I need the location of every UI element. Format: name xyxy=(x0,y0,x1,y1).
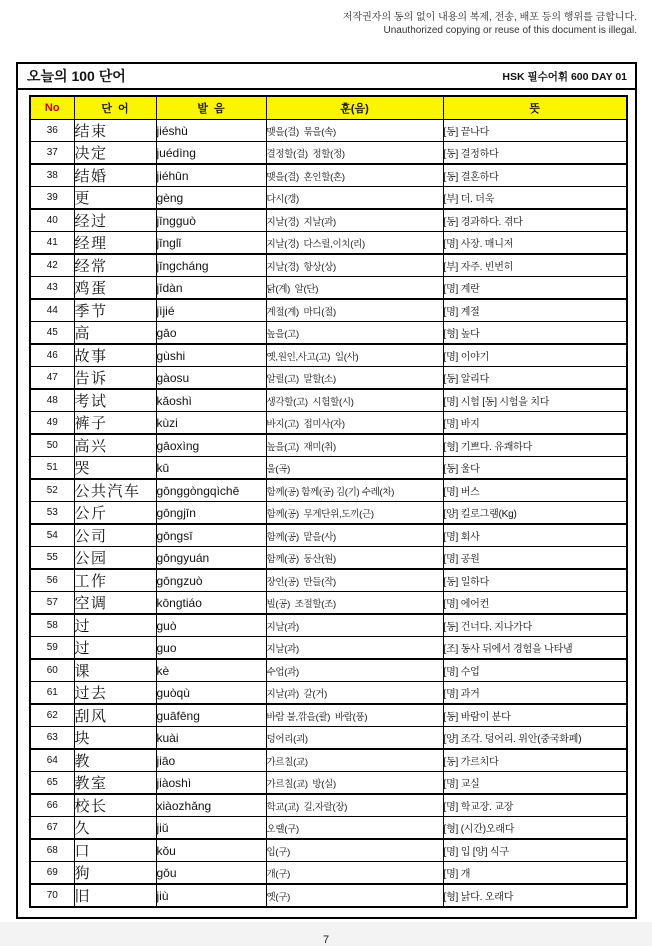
table-row xyxy=(30,547,627,570)
table-row xyxy=(30,862,627,885)
pinyin-cell: jiéshù xyxy=(156,120,266,142)
meaning-cell: [명] 입 [양] 식구 xyxy=(443,839,627,862)
hun-cell: 수업(과) xyxy=(266,659,443,682)
hun-cell: 가르칠(교) 방(실) xyxy=(266,772,443,795)
pinyin-cell: juédìng xyxy=(156,142,266,165)
word-cell: 口 xyxy=(74,839,156,862)
word-cell: 结束 xyxy=(74,120,156,142)
table-row xyxy=(30,502,627,525)
hun-cell: 함께(공) 무게단위,도끼(근) xyxy=(266,502,443,525)
no-cell: 55 xyxy=(30,547,74,570)
table-row xyxy=(30,479,627,502)
word-cell: 工作 xyxy=(74,569,156,592)
vocabulary-table xyxy=(29,95,628,908)
table-row xyxy=(30,434,627,457)
hun-cell: 지날(과) xyxy=(266,637,443,660)
word-cell: 故事 xyxy=(74,344,156,367)
copyright-korean: 저작권자의 동의 없이 내용의 복제, 전송, 배포 등의 행위를 금합니다. xyxy=(342,12,637,23)
pinyin-cell: gǒu xyxy=(156,862,266,885)
hun-cell: 함께(공) 맡을(사) xyxy=(266,524,443,547)
table-row xyxy=(30,187,627,210)
no-cell: 49 xyxy=(30,412,74,435)
hun-cell: 입(구) xyxy=(266,839,443,862)
word-cell: 经过 xyxy=(74,209,156,232)
table-body xyxy=(30,120,627,908)
word-cell: 空调 xyxy=(74,592,156,615)
pinyin-cell: kè xyxy=(156,659,266,682)
meaning-cell: [명] 교실 xyxy=(443,772,627,795)
meaning-cell: [조] 동사 뒤에서 경험을 나타냄 xyxy=(443,637,627,660)
pinyin-cell: gāoxìng xyxy=(156,434,266,457)
word-cell: 公斤 xyxy=(74,502,156,525)
table-row xyxy=(30,749,627,772)
meaning-cell: [동] 가르치다 xyxy=(443,749,627,772)
hun-cell: 옛,원인,사고(고) 일(사) xyxy=(266,344,443,367)
word-cell: 公司 xyxy=(74,524,156,547)
word-cell: 公园 xyxy=(74,547,156,570)
no-cell: 53 xyxy=(30,502,74,525)
copyright-notice xyxy=(0,0,652,37)
meaning-cell: [명] 개 xyxy=(443,862,627,885)
hun-cell: 생각할(고) 시험할(시) xyxy=(266,389,443,412)
table-row xyxy=(30,277,627,300)
word-cell: 结婚 xyxy=(74,164,156,187)
word-cell: 鸡蛋 xyxy=(74,277,156,300)
meaning-cell: [명] 계절 xyxy=(443,299,627,322)
hun-cell: 함께(공) 함께(공) 김(기) 수레(차) xyxy=(266,479,443,502)
meaning-cell: [명] 계란 xyxy=(443,277,627,300)
table-row xyxy=(30,209,627,232)
word-cell: 过 xyxy=(74,614,156,637)
table-row xyxy=(30,142,627,165)
word-cell: 经常 xyxy=(74,254,156,277)
meaning-cell: [부] 자주. 빈번히 xyxy=(443,254,627,277)
word-cell: 告诉 xyxy=(74,367,156,390)
word-cell: 校长 xyxy=(74,794,156,817)
word-cell: 更 xyxy=(74,187,156,210)
meaning-cell: [형] (시간)오래다 xyxy=(443,817,627,840)
hun-cell: 높을(고) 재미(취) xyxy=(266,434,443,457)
table-row xyxy=(30,299,627,322)
table-row xyxy=(30,772,627,795)
word-cell: 块 xyxy=(74,727,156,750)
pinyin-cell: gōngzuò xyxy=(156,569,266,592)
pinyin-cell: jīngguò xyxy=(156,209,266,232)
word-cell: 裤子 xyxy=(74,412,156,435)
meaning-cell: [명] 사장. 매니저 xyxy=(443,232,627,255)
copyright-english: Unauthorized copying or reuse of this document is illegal. xyxy=(383,25,637,36)
hun-cell: 울(곡) xyxy=(266,457,443,480)
no-cell: 42 xyxy=(30,254,74,277)
pinyin-cell: xiàozhǎng xyxy=(156,794,266,817)
hun-cell: 바람 불,깎을(괄) 바람(풍) xyxy=(266,704,443,727)
meaning-cell: [양] 조각. 덩어리. 위안(중국화폐) xyxy=(443,727,627,750)
no-cell: 46 xyxy=(30,344,74,367)
pinyin-cell: jiǔ xyxy=(156,817,266,840)
meaning-cell: [명] 에어컨 xyxy=(443,592,627,615)
meaning-cell: [동] 건너다. 지나가다 xyxy=(443,614,627,637)
word-cell: 考试 xyxy=(74,389,156,412)
table-row xyxy=(30,412,627,435)
no-cell: 70 xyxy=(30,884,74,907)
column-header-hun: 훈(음) xyxy=(266,96,443,120)
no-cell: 45 xyxy=(30,322,74,345)
meaning-cell: [명] 이야기 xyxy=(443,344,627,367)
hun-cell: 지날(과) 갈(거) xyxy=(266,682,443,705)
word-cell: 高 xyxy=(74,322,156,345)
no-cell: 68 xyxy=(30,839,74,862)
meaning-cell: [동] 결혼하다 xyxy=(443,164,627,187)
no-cell: 61 xyxy=(30,682,74,705)
hun-cell: 높을(고) xyxy=(266,322,443,345)
meaning-cell: [형] 낡다. 오래다 xyxy=(443,884,627,907)
pinyin-cell: kǎoshì xyxy=(156,389,266,412)
word-cell: 决定 xyxy=(74,142,156,165)
table-row xyxy=(30,884,627,907)
word-cell: 刮风 xyxy=(74,704,156,727)
meaning-cell: [동] 끝나다 xyxy=(443,120,627,142)
meaning-cell: [명] 회사 xyxy=(443,524,627,547)
meaning-cell: [명] 바지 xyxy=(443,412,627,435)
meaning-cell: [명] 시험 [동] 시험을 치다 xyxy=(443,389,627,412)
hun-cell: 오랠(구) xyxy=(266,817,443,840)
no-cell: 40 xyxy=(30,209,74,232)
word-cell: 教室 xyxy=(74,772,156,795)
word-cell: 季节 xyxy=(74,299,156,322)
meaning-cell: [명] 학교장. 교장 xyxy=(443,794,627,817)
no-cell: 62 xyxy=(30,704,74,727)
no-cell: 63 xyxy=(30,727,74,750)
pinyin-cell: jīngcháng xyxy=(156,254,266,277)
pinyin-cell: jiù xyxy=(156,884,266,907)
pinyin-cell: gōngjīn xyxy=(156,502,266,525)
table-row xyxy=(30,614,627,637)
column-header-no: No xyxy=(30,96,74,120)
meaning-cell: [동] 바람이 분다 xyxy=(443,704,627,727)
title-bar xyxy=(18,64,635,90)
pinyin-cell: jiàoshì xyxy=(156,772,266,795)
pinyin-cell: jīnglǐ xyxy=(156,232,266,255)
table-row xyxy=(30,637,627,660)
page-title: 오늘의 100 단어 xyxy=(27,68,126,84)
table-row xyxy=(30,794,627,817)
word-cell: 狗 xyxy=(74,862,156,885)
no-cell: 38 xyxy=(30,164,74,187)
table-row xyxy=(30,254,627,277)
pinyin-cell: gōngsī xyxy=(156,524,266,547)
pinyin-cell: gōngyuán xyxy=(156,547,266,570)
table-row xyxy=(30,457,627,480)
table-row xyxy=(30,322,627,345)
table-row xyxy=(30,592,627,615)
table-row xyxy=(30,682,627,705)
no-cell: 64 xyxy=(30,749,74,772)
no-cell: 56 xyxy=(30,569,74,592)
table-row xyxy=(30,524,627,547)
no-cell: 54 xyxy=(30,524,74,547)
pinyin-cell: guòqù xyxy=(156,682,266,705)
hun-cell: 닭(계) 알(단) xyxy=(266,277,443,300)
no-cell: 65 xyxy=(30,772,74,795)
pinyin-cell: gèng xyxy=(156,187,266,210)
hun-cell: 함께(공) 동산(원) xyxy=(266,547,443,570)
word-cell: 经理 xyxy=(74,232,156,255)
hun-cell: 알릴(고) 말할(소) xyxy=(266,367,443,390)
no-cell: 66 xyxy=(30,794,74,817)
pinyin-cell: gàosu xyxy=(156,367,266,390)
column-header-pronunciation: 발 음 xyxy=(156,96,266,120)
pinyin-cell: guāfēng xyxy=(156,704,266,727)
hun-cell: 빌(공) 조절할(조) xyxy=(266,592,443,615)
word-cell: 过去 xyxy=(74,682,156,705)
no-cell: 50 xyxy=(30,434,74,457)
table-row xyxy=(30,704,627,727)
hun-cell: 계절(계) 마디(절) xyxy=(266,299,443,322)
hun-cell: 개(구) xyxy=(266,862,443,885)
hun-cell: 지날(경) 다스릴,이치(리) xyxy=(266,232,443,255)
no-cell: 47 xyxy=(30,367,74,390)
no-cell: 48 xyxy=(30,389,74,412)
hun-cell: 맺을(결) 혼인할(혼) xyxy=(266,164,443,187)
no-cell: 39 xyxy=(30,187,74,210)
meaning-cell: [형] 높다 xyxy=(443,322,627,345)
table-row xyxy=(30,817,627,840)
pinyin-cell: kū xyxy=(156,457,266,480)
meaning-cell: [명] 수업 xyxy=(443,659,627,682)
meaning-cell: [형] 기쁘다. 유쾌하다 xyxy=(443,434,627,457)
worksheet-frame xyxy=(16,62,637,919)
pinyin-cell: kùzi xyxy=(156,412,266,435)
meaning-cell: [명] 버스 xyxy=(443,479,627,502)
pinyin-cell: jiāo xyxy=(156,749,266,772)
table-row xyxy=(30,344,627,367)
hun-cell: 맺을(결) 묶을(속) xyxy=(266,120,443,142)
hun-cell: 지날(경) 항상(상) xyxy=(266,254,443,277)
table-row xyxy=(30,367,627,390)
table-row xyxy=(30,164,627,187)
no-cell: 69 xyxy=(30,862,74,885)
no-cell: 52 xyxy=(30,479,74,502)
meaning-cell: [동] 일하다 xyxy=(443,569,627,592)
table-row xyxy=(30,839,627,862)
hun-cell: 다시(갱) xyxy=(266,187,443,210)
word-cell: 教 xyxy=(74,749,156,772)
hun-cell: 바지(고) 접미사(자) xyxy=(266,412,443,435)
no-cell: 36 xyxy=(30,120,74,142)
hun-cell: 학교(교) 길,자랄(장) xyxy=(266,794,443,817)
hun-cell: 옛(구) xyxy=(266,884,443,907)
pinyin-cell: jiéhūn xyxy=(156,164,266,187)
meaning-cell: [양] 킬로그램(Kg) xyxy=(443,502,627,525)
table-row xyxy=(30,569,627,592)
table-row xyxy=(30,232,627,255)
word-cell: 过 xyxy=(74,637,156,660)
word-cell: 课 xyxy=(74,659,156,682)
no-cell: 58 xyxy=(30,614,74,637)
pinyin-cell: guò xyxy=(156,614,266,637)
no-cell: 44 xyxy=(30,299,74,322)
pinyin-cell: kuài xyxy=(156,727,266,750)
meaning-cell: [명] 공원 xyxy=(443,547,627,570)
table-row xyxy=(30,659,627,682)
meaning-cell: [동] 울다 xyxy=(443,457,627,480)
no-cell: 67 xyxy=(30,817,74,840)
word-cell: 高兴 xyxy=(74,434,156,457)
meaning-cell: [부] 더. 더욱 xyxy=(443,187,627,210)
page-number: 7 xyxy=(322,934,330,946)
table-header-row xyxy=(30,96,627,120)
pinyin-cell: kǒu xyxy=(156,839,266,862)
word-cell: 久 xyxy=(74,817,156,840)
pinyin-cell: guo xyxy=(156,637,266,660)
column-header-word: 단 어 xyxy=(74,96,156,120)
no-cell: 60 xyxy=(30,659,74,682)
table-row xyxy=(30,727,627,750)
table-row xyxy=(30,389,627,412)
no-cell: 43 xyxy=(30,277,74,300)
pinyin-cell: gāo xyxy=(156,322,266,345)
word-cell: 公共汽车 xyxy=(74,479,156,502)
pinyin-cell: kōngtiáo xyxy=(156,592,266,615)
no-cell: 37 xyxy=(30,142,74,165)
no-cell: 51 xyxy=(30,457,74,480)
word-cell: 哭 xyxy=(74,457,156,480)
hun-cell: 가르칠(교) xyxy=(266,749,443,772)
column-header-meaning: 뜻 xyxy=(443,96,627,120)
hun-cell: 지날(경) 지날(과) xyxy=(266,209,443,232)
meaning-cell: [동] 알리다 xyxy=(443,367,627,390)
table-wrap xyxy=(18,90,635,917)
word-cell: 旧 xyxy=(74,884,156,907)
meaning-cell: [명] 과거 xyxy=(443,682,627,705)
lesson-label: HSK 필수어휘 600 DAY 01 xyxy=(502,70,627,83)
meaning-cell: [동] 경과하다. 겪다 xyxy=(443,209,627,232)
pinyin-cell: jīdàn xyxy=(156,277,266,300)
pinyin-cell: jìjié xyxy=(156,299,266,322)
no-cell: 41 xyxy=(30,232,74,255)
hun-cell: 장인(공) 만들(작) xyxy=(266,569,443,592)
pinyin-cell: gùshi xyxy=(156,344,266,367)
hun-cell: 결정할(결) 정할(정) xyxy=(266,142,443,165)
no-cell: 57 xyxy=(30,592,74,615)
pinyin-cell: gōnggòngqìchē xyxy=(156,479,266,502)
table-row xyxy=(30,120,627,142)
meaning-cell: [동] 결정하다 xyxy=(443,142,627,165)
no-cell: 59 xyxy=(30,637,74,660)
hun-cell: 지날(과) xyxy=(266,614,443,637)
hun-cell: 덩어리(괴) xyxy=(266,727,443,750)
